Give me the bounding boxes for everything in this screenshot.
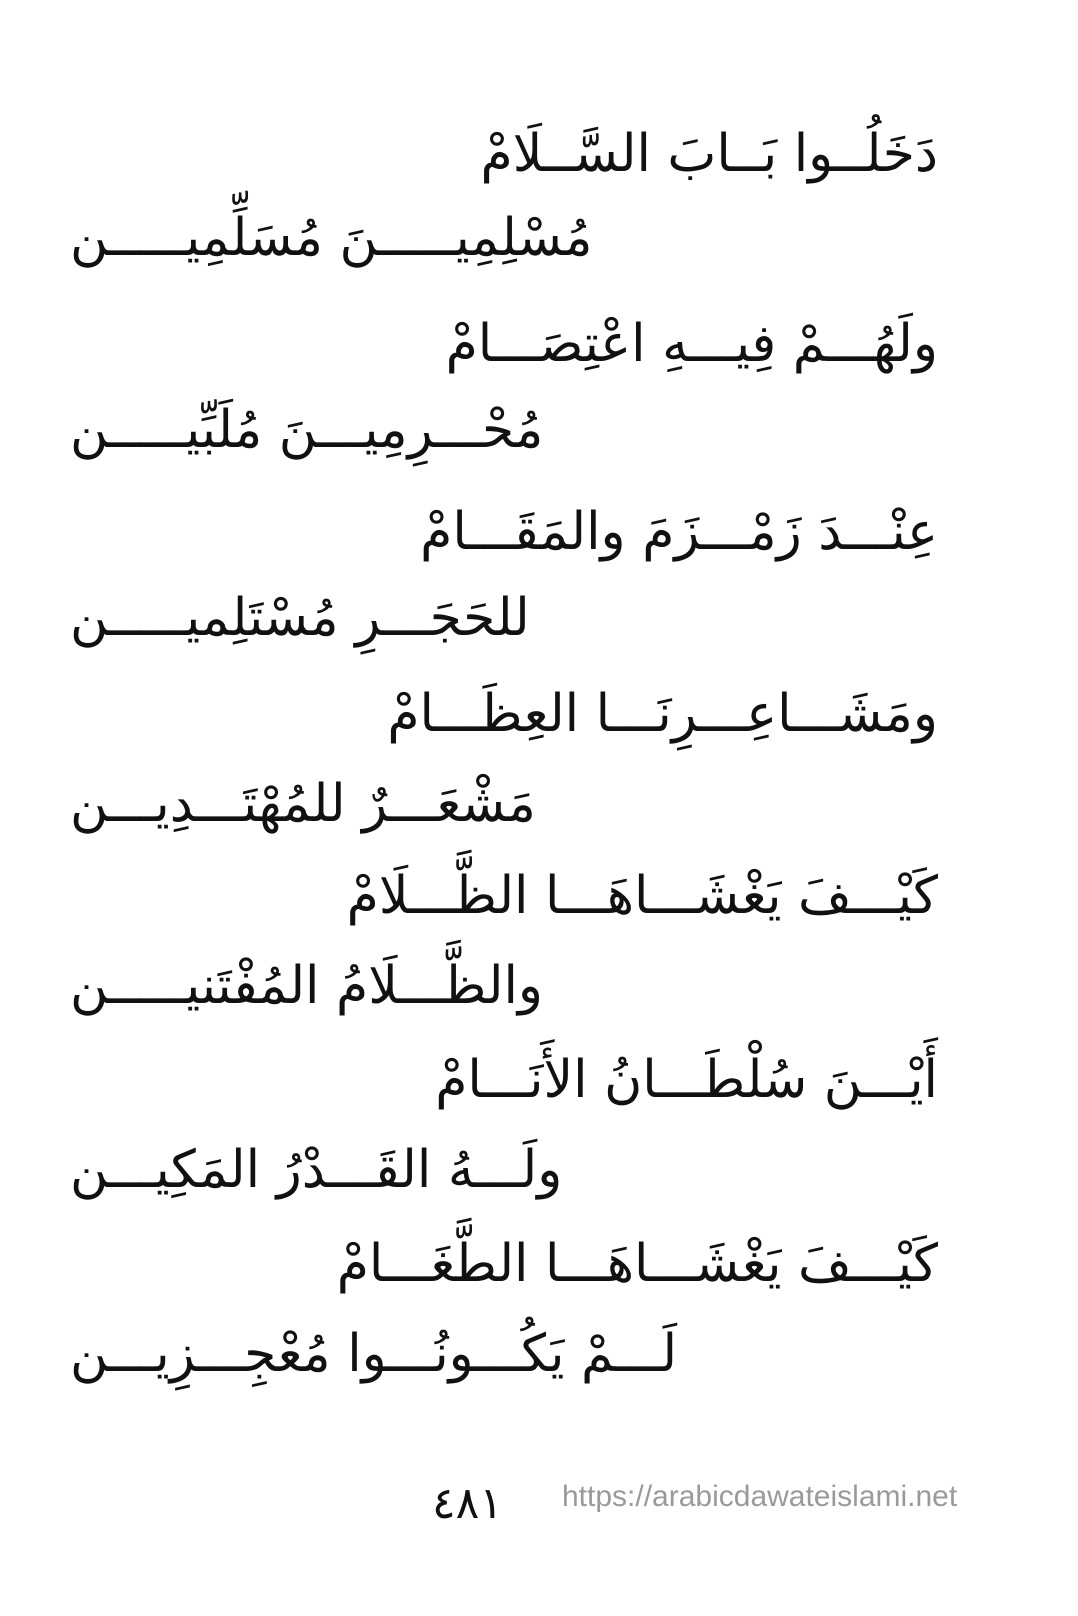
poem-line-5: عِنْـــدَ زَمْـــزَمَ والمَقَـــامْ [420, 502, 938, 562]
poem-line-11: أَيْـــنَ سُلْطَـــانُ الأَنَـــامْ [435, 1050, 938, 1110]
poem-line-10: والظَّـــلَامُ المُفْتَنيـــــن [70, 956, 544, 1016]
poem-line-8: مَشْعَـــرٌ للمُهْتَـــدِيـــن [70, 774, 536, 834]
poem-line-4: مُحْـــرِمِيـــنَ مُلَبِّيـــــن [70, 400, 544, 460]
poem-line-9: كَيْـــفَ يَغْشَـــاهَـــا الظَّـــلَامْ [346, 866, 938, 926]
poem-line-7: ومَشَـــاعِـــرِنَـــا العِظَـــامْ [387, 684, 938, 744]
website-watermark[interactable]: https://arabicdawateislami.net [562, 1480, 958, 1513]
poem-line-12: ولَـــهُ القَـــدْرُ المَكِيـــن [70, 1140, 563, 1200]
page-number: ٤٨١ [432, 1478, 503, 1529]
poem-line-14: لَـــمْ يَكُـــونُـــوا مُعْجِـــزِيـــن [70, 1324, 678, 1384]
poem-line-3: ولَهُـــمْ فِيـــهِ اعْتِصَـــامْ [445, 314, 938, 374]
poem-line-2: مُسْلِمِيـــــنَ مُسَلِّمِيـــــن [70, 208, 593, 268]
poem-line-6: للحَجَـــرِ مُسْتَلِميـــــن [70, 588, 530, 648]
poem-line-13: كَيْـــفَ يَغْشَـــاهَـــا الطَّغَـــامْ [336, 1234, 938, 1294]
poem-line-1: دَخَلُــوا بَــابَ السَّــلَامْ [480, 124, 938, 184]
